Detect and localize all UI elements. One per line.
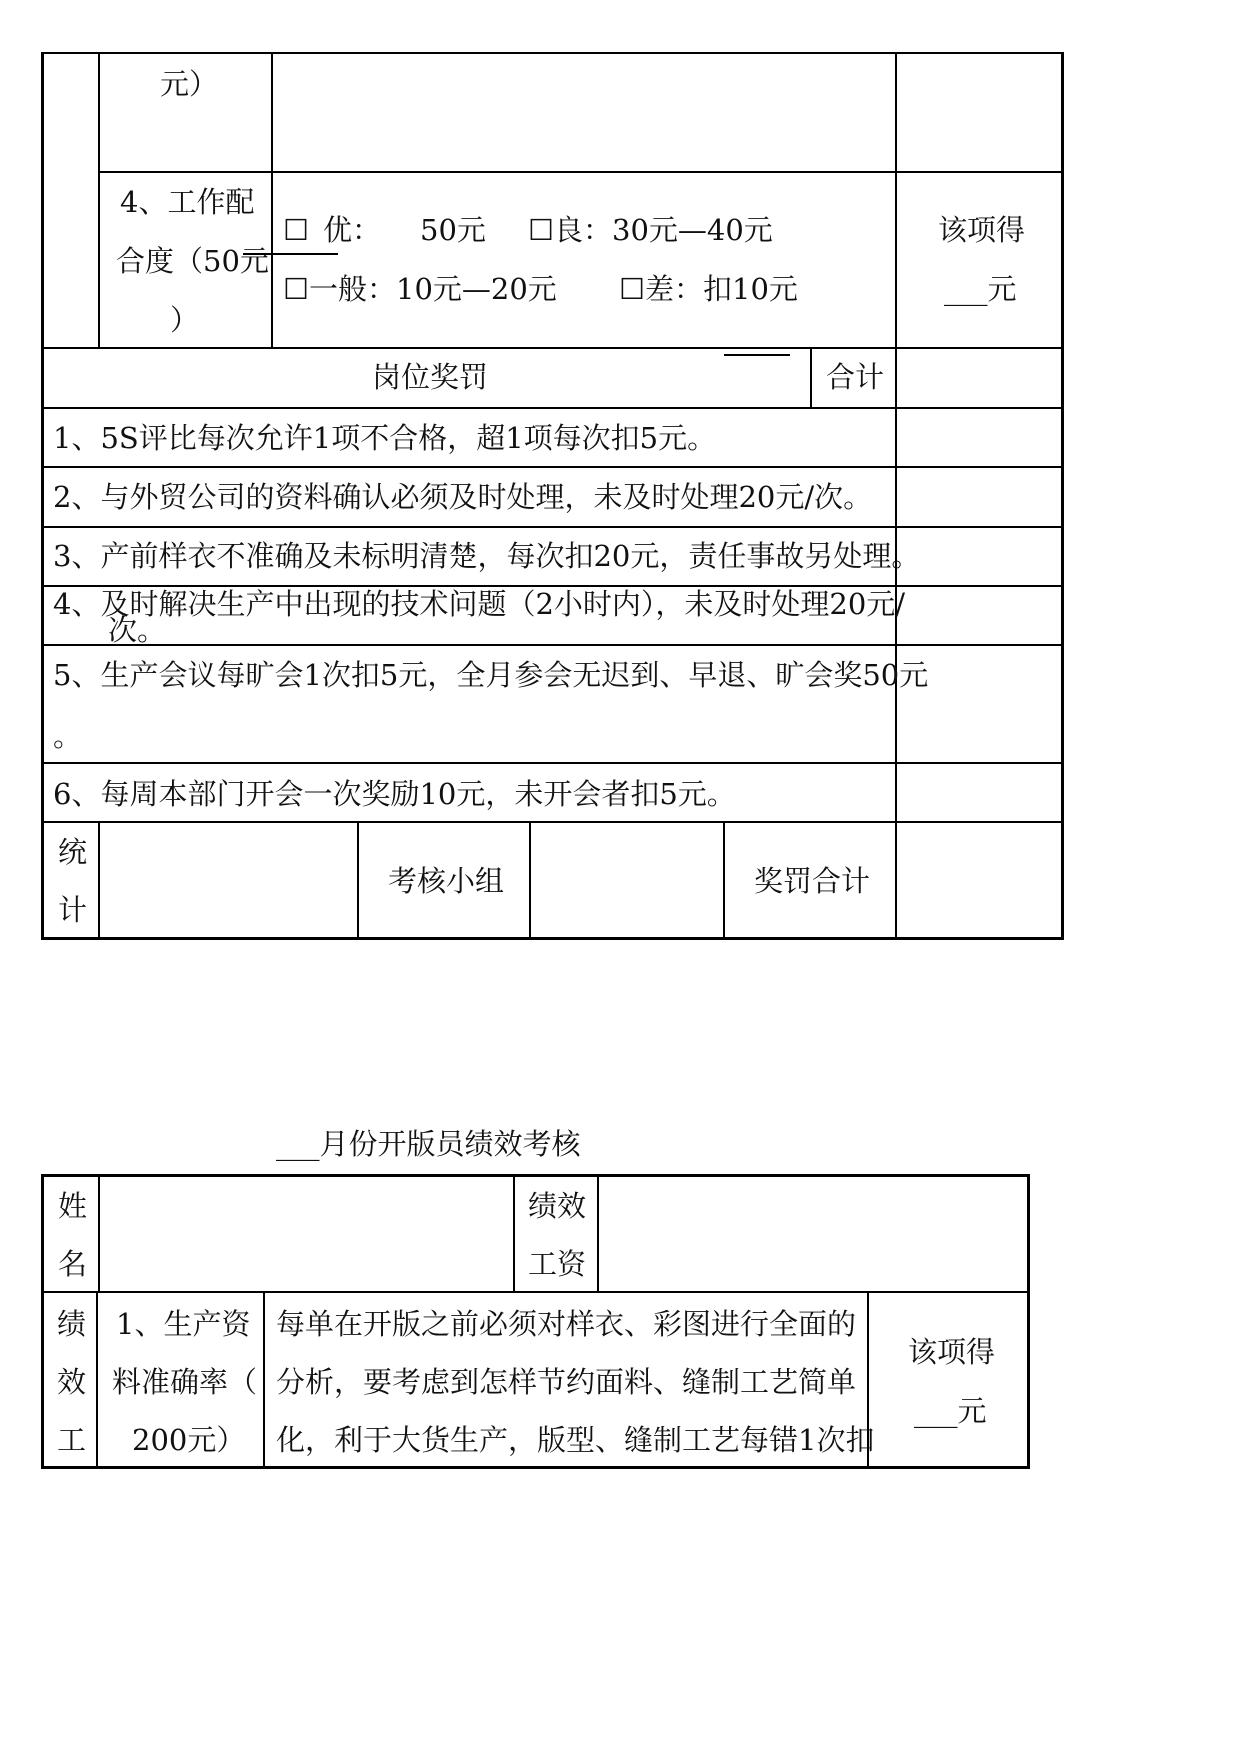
- reward-total-label: 奖罚合计: [754, 864, 871, 898]
- review-group-label: 考核小组: [388, 864, 505, 898]
- option-poor[interactable]: ☐差：扣10元: [619, 272, 798, 306]
- stat-label-1: 统: [58, 835, 88, 869]
- option-excellent-label: 优：: [323, 213, 382, 247]
- name-field[interactable]: [100, 1177, 512, 1290]
- option-excellent-value: 50元: [420, 213, 486, 247]
- total-label: 合计: [826, 360, 885, 394]
- rule-3: 3、产前样衣不准确及未标明清楚，每次扣20元，责任事故另处理。: [53, 539, 921, 573]
- criterion-accuracy-line1: 1、生产资: [116, 1307, 251, 1341]
- accuracy-desc-line1: 每单在开版之前必须对样衣、彩图进行全面的: [276, 1307, 857, 1341]
- side-label-3: 工: [57, 1423, 87, 1457]
- rule-5-cont: 。: [53, 719, 83, 753]
- perf-pay-label-2: 工资: [528, 1247, 587, 1281]
- option-average[interactable]: ☐一般：10元—20元: [283, 272, 557, 306]
- page-title: ___月份开版员绩效考核: [276, 1127, 581, 1161]
- stat-label-2: 计: [58, 893, 88, 927]
- accuracy-desc-line2: 分析，要考虑到怎样节约面料、缝制工艺简单: [276, 1365, 857, 1399]
- criterion-cooperation-line1: 4、工作配: [120, 185, 255, 219]
- rule-4: 4、及时解决生产中出现的技术问题（2小时内），未及时处理20元/: [53, 587, 906, 621]
- option-good[interactable]: ☐良：30元—40元: [528, 213, 773, 247]
- criterion-cooperation-line3: ）: [170, 303, 200, 337]
- side-label-2: 效: [57, 1365, 87, 1399]
- accuracy-desc-line3: 化，利于大货生产，版型、缝制工艺每错1次扣: [276, 1423, 875, 1457]
- perf-pay-label-1: 绩效: [528, 1189, 587, 1223]
- criterion-cooperation-line2: 合度（50元: [116, 244, 269, 278]
- name-label-1: 姓: [58, 1189, 88, 1223]
- score-label-2: 该项得: [908, 1335, 996, 1369]
- score-field-2[interactable]: ___元: [914, 1394, 987, 1428]
- name-label-2: 名: [58, 1247, 88, 1281]
- criterion-tail: 元）: [160, 67, 219, 101]
- rewards-header: 岗位奖罚: [372, 360, 489, 394]
- rule-4-cont: 次。: [108, 613, 167, 647]
- checkbox-excellent[interactable]: ☐: [283, 213, 309, 247]
- criterion-accuracy-line2: 料准确率（: [112, 1365, 258, 1399]
- score-field[interactable]: ___元: [944, 272, 1017, 306]
- side-label-1: 绩: [57, 1307, 87, 1341]
- criterion-accuracy-line3: 200元）: [132, 1423, 246, 1457]
- perf-pay-field[interactable]: [599, 1177, 1025, 1290]
- score-label: 该项得: [938, 213, 1026, 247]
- rule-6: 6、每周本部门开会一次奖励10元，未开会者扣5元。: [53, 777, 736, 811]
- rule-5: 5、生产会议每旷会1次扣5元，全月参会无迟到、早退、旷会奖50元: [53, 658, 929, 692]
- rule-1: 1、5S评比每次允许1项不合格，超1项每次扣5元。: [53, 421, 717, 455]
- rule-2: 2、与外贸公司的资料确认必须及时处理，未及时处理20元/次。: [53, 480, 873, 514]
